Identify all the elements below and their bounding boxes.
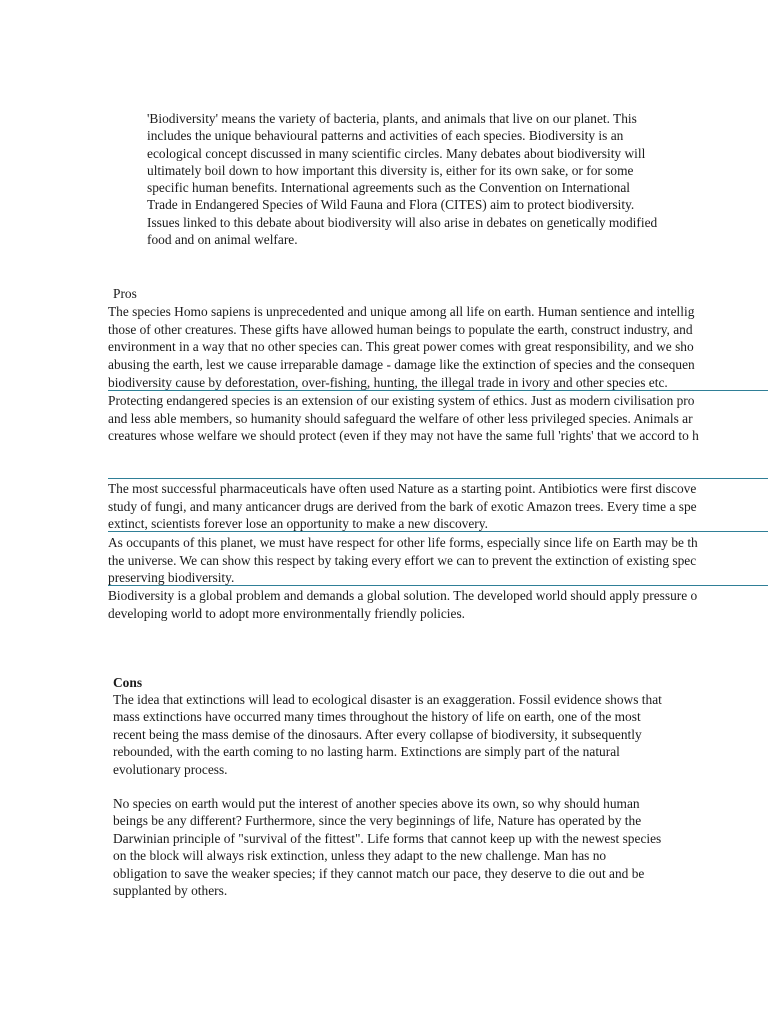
text-line: As occupants of this planet, we must have respect for other life forms, especially since life on Earth may be th [108,535,698,550]
text-line: developing world to adopt more environmentally friendly policies. [108,605,465,621]
text-line: environment in a way that no other species can. This great power comes with great responsibility, and we sho [108,339,694,355]
text-line: extinct, scientists forever lose an opportunity to make a new discovery. [108,516,488,532]
cons-paragraph-1: The idea that extinctions will lead to ecological disaster is an exaggeration. Fossil evidence shows that mass extinctions have occurred many times throughout the history of life on earth, one of the most recent being the mass demise of the dinosaurs. After every collapse of biodiversity, it subsequently rebounded, with the earth coming to no lasting harm. Extinctions are simply part of the natural evolutionary process. [113,692,662,777]
pros-argument-4 [108,534,768,587]
cons-paragraph-2: No species on earth would put the interest of another species above its own, so why should human beings be any different? Furthermore, since the very beginnings of life, Nature has operated by the Darwinian principle of "survival of the fittest". Life forms that cannot keep up with the newest species on the block will always risk extinction, unless they adapt to the new challenge. Man has no obligation to save the weaker species; if they cannot match our pace, they deserve to die out and be supplanted by others. [113,796,662,899]
text-line: creatures whose welfare we should protect (even if they may not have the same full 'rights' that we accord to h [108,428,699,444]
intro-paragraph: 'Biodiversity' means the variety of bacteria, plants, and animals that live on our planet. This includes the unique behavioural patterns and activities of each species. Biodiversity is an ecological concept discussed in many scientific circles. Many debates about biodiversity will ultimately boil down to how important this diversity is, either for its own sake, or for some specific human benefits. International agreements such as the Convention on International Trade in Endangered Species of Wild Fauna and Flora (CITES) aim to protect biodiversity. Issues linked to this debate about biodiversity will also arise in debates on genetically modified food and on animal welfare. [147,111,658,248]
section-divider [108,531,768,532]
text-line: The most successful pharmaceuticals have often used Nature as a starting point. Antibiotics were first discove [108,481,697,496]
section-divider [108,585,768,586]
section-divider [108,478,768,479]
text-line: those of other creatures. These gifts have allowed human beings to populate the earth, construct industry, and [108,321,693,337]
pros-argument-2 [108,392,768,445]
text-line: preserving biodiversity. [108,570,235,586]
text-line: the universe. We can show this respect by taking every effort we can to prevent the extinction of existing spec [108,552,697,568]
text-line: Biodiversity is a global problem and demands a global solution. The developed world should apply pressure o [108,588,698,603]
pros-argument-1 [108,303,768,392]
pros-heading: Pros [113,286,137,301]
section-divider [108,390,768,391]
text-line: Protecting endangered species is an extension of our existing system of ethics. Just as modern civilisation pro [108,393,695,408]
text-line: study of fungi, and many anticancer drugs are derived from the bark of exotic Amazon trees. Every time a spe [108,498,697,514]
text-line: and less able members, so humanity should safeguard the welfare of other less privileged species. Animals ar [108,410,693,426]
text-line: biodiversity cause by deforestation, over-fishing, hunting, the illegal trade in ivory and other species etc. [108,374,668,390]
pros-argument-3 [108,480,768,533]
text-line: The species Homo sapiens is unprecedented and unique among all life on earth. Human sentience and intellig [108,304,695,319]
text-line: abusing the earth, lest we cause irreparable damage - damage like the extinction of species and the consequen [108,357,695,373]
pros-argument-5 [108,587,768,622]
cons-heading: Cons [113,675,143,690]
